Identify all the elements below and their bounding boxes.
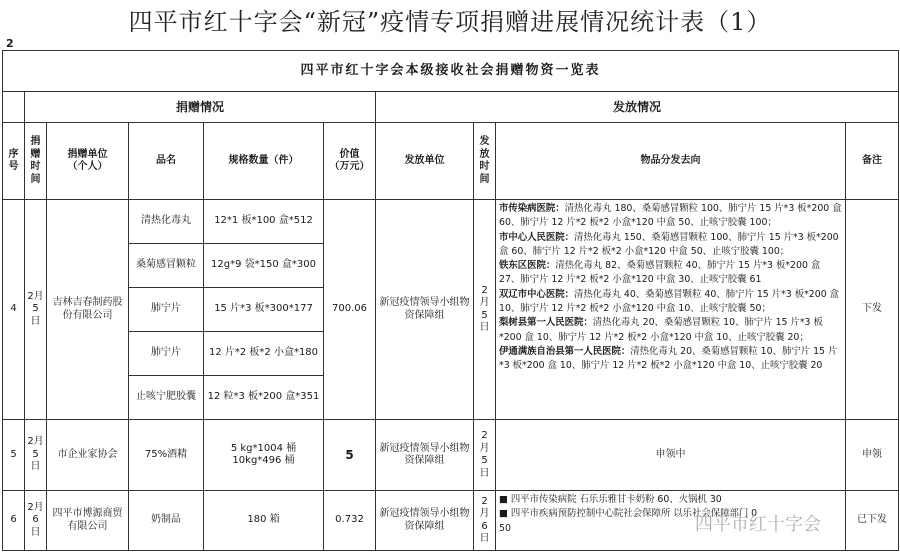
document-title: 四平市红十字会“新冠”疫情专项捐赠进展情况统计表（1） (128, 8, 772, 36)
table-row (3, 200, 899, 244)
section-donation: 捐赠情况 (25, 92, 376, 123)
item-spec: 12 片*2 板*2 小盒*180 (204, 332, 324, 376)
row-issuer: 新冠疫情领导小组物资保障组 (376, 491, 474, 551)
distribution-entry: 市传染病医院：清热化毒丸 180、桑菊感冒颗粒 100、肺宁片 15 片*3 板*200 盒 60、肺宁片 12 片*2 板*2 小盒*120 中盒 50、止咳宁胶囊 100； (499, 203, 842, 229)
row-value: 5 (324, 420, 376, 491)
table-title: 四平市红十字会本级接收社会捐赠物资一览表 (3, 51, 899, 92)
header-issue-time: 发 放 时 间 (474, 123, 496, 200)
header-remark: 备注 (846, 123, 899, 200)
row-seq: 4 (3, 200, 25, 420)
row-issuer: 新冠疫情领导小组物资保障组 (376, 420, 474, 491)
distribution-entry: 铁东区医院：清热化毒丸 82、桑菊感冒颗粒 40、肺宁片 15 片*3 板*200 盒 27、肺宁片 12 片*2 板*2 小盒*120 中盒 30、止咳宁胶囊 61 (499, 260, 821, 286)
row-remark: 申领 (846, 420, 899, 491)
header-donor: 捐赠单位 （个人） (47, 123, 129, 200)
distribution-entry: ■ 四平市传染病院 石乐乐雅甘卡奶粉 60、火锅机 30 (499, 494, 722, 505)
section-distribution: 发放情况 (376, 92, 899, 123)
distribution-entry: 市中心人民医院：清热化毒丸 150、桑菊感冒颗粒 100、肺宁片 15 片*3 板*200 盒 60、肺宁片 12 片*2 板*2 小盒*120 中盒 50、止咳宁胶囊 100； (499, 231, 839, 257)
header-destination: 物品分发去向 (496, 123, 846, 200)
item-spec: 12g*9 袋*150 盒*300 (204, 244, 324, 288)
item-name: 桑菊感冒颗粒 (129, 244, 204, 288)
distribution-tail: 50 (499, 522, 511, 534)
row-value: 700.06 (324, 200, 376, 420)
row-donor: 市企业家协会 (47, 420, 129, 491)
row-donor: 四平市博源商贸有限公司 (47, 491, 129, 551)
row-seq: 5 (3, 420, 25, 491)
page-number: 2 (6, 37, 14, 50)
header-seq: 序 号 (3, 123, 25, 200)
item-name: 肺宁片 (129, 288, 204, 332)
distribution-entry: 梨树县第一人民医院：清热化毒丸 20、桑菊感冒颗粒 10、肺宁片 15 片*3 板*200 盒 10、肺宁片 12 片*2 板*2 小盒*120 中盒 10、止咳宁胶囊 20； (499, 317, 823, 343)
row-date: 2月5 日 (25, 420, 47, 491)
header-value: 价值 （万元） (324, 123, 376, 200)
row-seq: 6 (3, 491, 25, 551)
row-issuer: 新冠疫情领导小组物资保障组 (376, 200, 474, 420)
watermark: 四平市红十字会 (695, 514, 821, 535)
row-remark: 已下发 (846, 491, 899, 551)
row-issue-date: 2 月 5 日 (474, 420, 496, 491)
row-value: 0.732 (324, 491, 376, 551)
row-remark: 下发 (846, 200, 899, 420)
item-name: 止咳宁肥胶囊 (129, 376, 204, 420)
item-name: 75%酒精 (129, 420, 204, 491)
donation-table (2, 50, 899, 551)
item-spec: 12 粒*3 板*200 盒*351 (204, 376, 324, 420)
row-distribution: 申领中 (496, 420, 846, 491)
header-donate-time: 捐 赠 时 间 (25, 123, 47, 200)
item-name: 肺宁片 (129, 332, 204, 376)
row-donor: 吉林吉春制药股份有限公司 (47, 200, 129, 420)
item-spec: 180 箱 (204, 491, 324, 551)
item-spec: 5 kg*1004 桶 10kg*496 桶 (204, 420, 324, 491)
distribution-entry: 伊通满族自治县第一人民医院：清热化毒丸 20、桑菊感冒颗粒 10、肺宁片 15 片*3 板*200 盒 10、肺宁片 12 片*2 板*2 小盒*120 中盒 10、止咳宁胶囊 20 (499, 345, 838, 372)
row-date: 2月5 日 (25, 200, 47, 420)
table-row (3, 420, 899, 491)
distribution-entry: 双辽市中心医院：清热化毒丸 40、桑菊感冒颗粒 40、肺宁片 15 片*3 板*200 盒 10、肺宁片 12 片*2 板*2 小盒*120 中盒 10、止咳宁胶囊 50； (499, 288, 840, 315)
item-spec: 12*1 板*100 盒*512 (204, 200, 324, 244)
row-date: 2月6 日 (25, 491, 47, 551)
row-issue-date: 2 月 6 日 (474, 491, 496, 551)
header-item: 品名 (129, 123, 204, 200)
header-issuer: 发放单位 (376, 123, 474, 200)
row-issue-date: 2 月 5 日 (474, 200, 496, 420)
distribution-entry: ■ 四平市疾病预防控制中心院社会保障所 以乐社会保障部门 0 (499, 508, 758, 520)
item-spec: 15 片*3 板*300*177 (204, 288, 324, 332)
header-spec: 规格数量（件） (204, 123, 324, 200)
row-distribution (496, 200, 846, 420)
item-name: 清热化毒丸 (129, 200, 204, 244)
item-name: 奶制品 (129, 491, 204, 551)
